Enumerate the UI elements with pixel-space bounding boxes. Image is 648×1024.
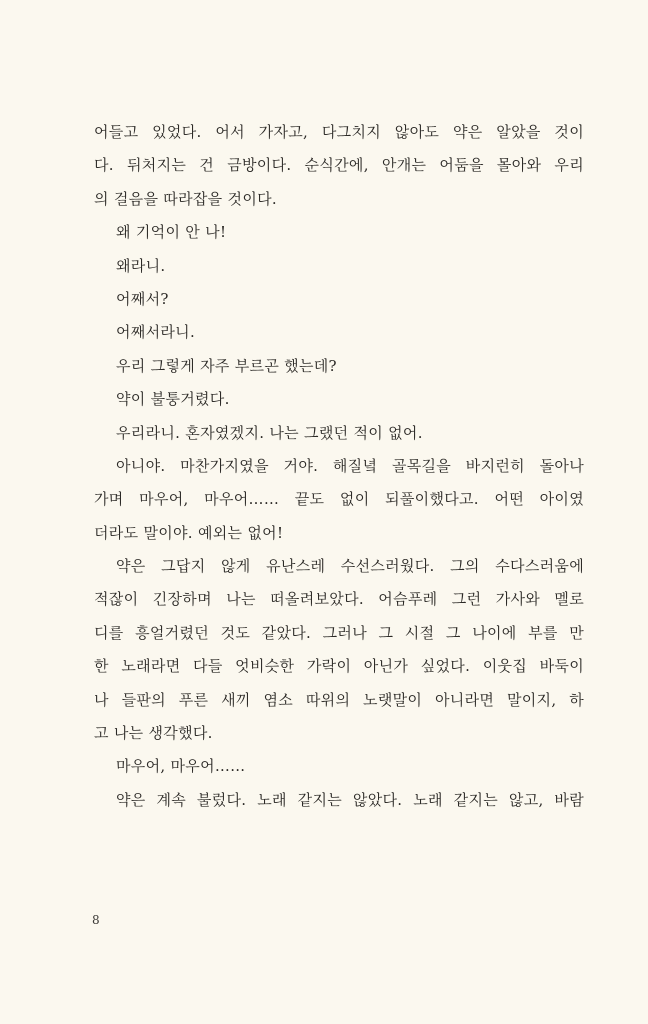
page-number: 8 bbox=[92, 913, 100, 927]
text-line: 의 걸음을 따라잡을 것이다. bbox=[94, 189, 277, 208]
text-line: 왜 기억이 안 나! bbox=[116, 223, 227, 242]
text-line: 우리라니. 혼자였겠지. 나는 그랬던 적이 없어. bbox=[116, 423, 423, 442]
text-line: 다. 뒤처지는 건 금방이다. 순식간에, 안개는 어둠을 몰아와 우리 bbox=[94, 156, 584, 175]
text-line: 한 노래라면 다들 엇비슷한 가락이 아닌가 싶었다. 이웃집 바둑이 bbox=[94, 657, 584, 676]
text-line: 마우어, 마우어…… bbox=[116, 757, 246, 776]
text-line: 적잖이 긴장하며 나는 떠올려보았다. 어슴푸레 그런 가사와 멜로 bbox=[94, 590, 584, 609]
text-line: 왜라니. bbox=[116, 256, 166, 275]
text-line: 어째서라니. bbox=[116, 323, 196, 342]
text-line: 우리 그렇게 자주 부르곤 했는데? bbox=[116, 356, 337, 375]
text-line: 고 나는 생각했다. bbox=[94, 724, 213, 743]
text-line: 약이 불퉁거렸다. bbox=[116, 390, 230, 409]
text-line: 디를 흥얼거렸던 것도 같았다. 그러나 그 시절 그 나이에 부를 만 bbox=[94, 623, 584, 642]
text-line: 나 들판의 푸른 새끼 염소 따위의 노랫말이 아니라면 말이지, 하 bbox=[94, 690, 584, 709]
body-text bbox=[94, 116, 584, 817]
text-line: 가며 마우어, 마우어…… 끝도 없이 되풀이했다고. 어떤 아이였 bbox=[94, 490, 584, 509]
text-line: 아니야. 마찬가지였을 거야. 해질녘 골목길을 바지런히 돌아나 bbox=[116, 456, 584, 475]
text-line: 약은 그답지 않게 유난스레 수선스러웠다. 그의 수다스러움에 bbox=[116, 557, 584, 576]
text-line: 약은 계속 불렀다. 노래 같지는 않았다. 노래 같지는 않고, 바람 bbox=[116, 790, 584, 809]
text-line: 어째서? bbox=[116, 289, 169, 308]
text-line: 어들고 있었다. 어서 가자고, 다그치지 않아도 약은 알았을 것이 bbox=[94, 123, 584, 141]
text-line: 더라도 말이야. 예외는 없어! bbox=[94, 523, 284, 542]
